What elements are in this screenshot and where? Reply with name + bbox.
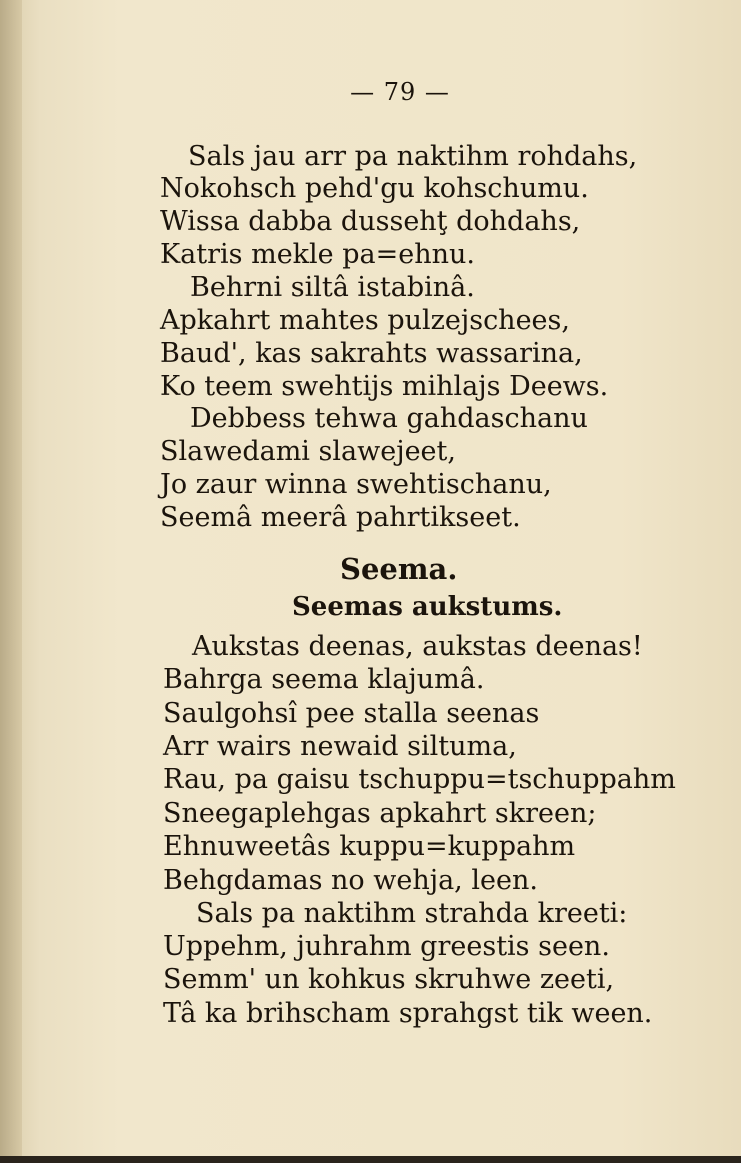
poem-line: Behgdamas no wehja, leen. xyxy=(163,865,538,896)
poem-line: Rau, pa gaisu tschuppu=tschuppahm xyxy=(163,764,676,795)
poem-line: Bahrga seema klajumâ. xyxy=(163,664,485,695)
poem-line: Apkahrt mahtes pulzejschees, xyxy=(160,305,570,336)
poem-line: Wissa dabba dussehţ dohdahs, xyxy=(160,206,581,237)
poem-line: Seemâ meerâ pahrtikseet. xyxy=(160,502,521,533)
poem-line: Slawedami slawejeet, xyxy=(160,436,456,467)
poem-line: Arr wairs newaid siltuma, xyxy=(163,731,517,762)
poem-line: Ehnuweetâs kuppu=kuppahm xyxy=(163,831,576,862)
page-number: — 79 — xyxy=(350,78,450,106)
poem-line: Katris mekle pa=ehnu. xyxy=(160,239,475,270)
poem-line: Aukstas deenas, aukstas deenas! xyxy=(192,631,643,662)
poem-line: Uppehm, juhrahm greestis seen. xyxy=(163,931,610,962)
poem-line: Nokohsch pehd'gu kohschumu. xyxy=(160,173,589,204)
poem-line: Debbess tehwa gahdaschanu xyxy=(190,403,588,434)
poem-line: Saulgohsî pee stalla seenas xyxy=(163,698,540,729)
page-bottom-edge xyxy=(0,1156,741,1163)
poem-line: Baud', kas sakrahts wassarina, xyxy=(160,338,583,369)
poem-line: Tâ ka brihscham sprahgst tik ween. xyxy=(163,998,653,1029)
poem-line: Sneegaplehgas apkahrt skreen; xyxy=(163,798,597,829)
poem-line: Behrni siltâ istabinâ. xyxy=(190,272,475,303)
poem-title: Seemas aukstums. xyxy=(292,592,563,622)
section-title: Seema. xyxy=(340,552,458,586)
page-gutter xyxy=(0,0,22,1163)
poem-line: Sals jau arr pa naktihm rohdahs, xyxy=(188,141,638,172)
poem-line: Jo zaur winna swehtischanu, xyxy=(160,469,552,500)
poem-line: Ko teem swehtijs mihlajs Deews. xyxy=(160,371,609,402)
poem-line: Semm' un kohkus skruhwe zeeti, xyxy=(163,964,615,995)
poem-line: Sals pa naktihm strahda kreeti: xyxy=(196,898,628,929)
